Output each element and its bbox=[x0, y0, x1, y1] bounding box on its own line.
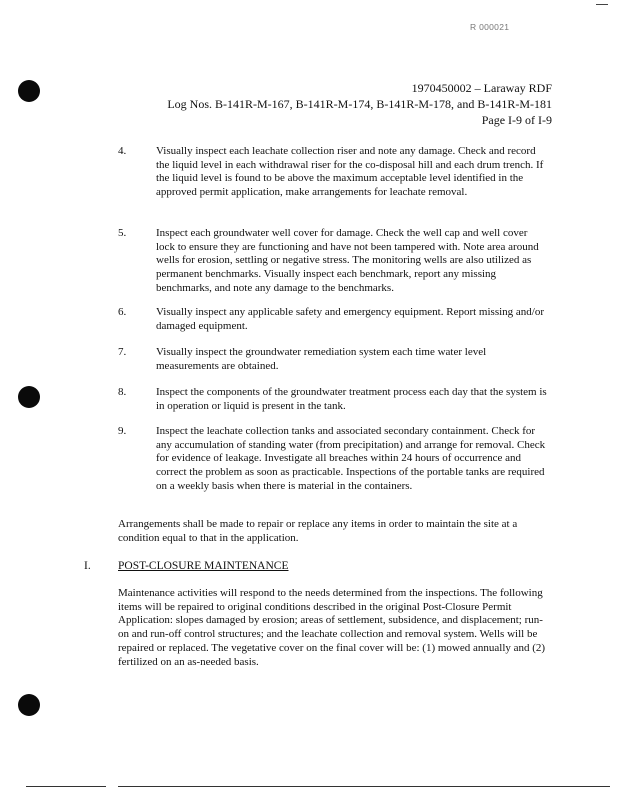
list-item bbox=[118, 425, 548, 494]
closing-paragraph: Arrangements shall be made to repair or replace any items in order to maintain the site at a condition equal to that in the application. bbox=[118, 518, 518, 544]
header-log-numbers: Log Nos. B-141R-M-167, B-141R-M-174, B-141R-M-178, and B-141R-M-181 bbox=[167, 97, 552, 111]
list-item bbox=[118, 306, 548, 333]
footer-rule-right bbox=[118, 786, 610, 787]
item-text: Inspect the components of the groundwater treatment process each day that the system is in operation or liquid is present in the tank. bbox=[156, 386, 547, 412]
item-text: Inspect each groundwater well cover for damage. Check the well cap and well cover lock to ensure they are functioning and have not been tampered with. Note area around wells for erosion, settling or negative stress. The monitoring wells are also utilized as permanent benchmarks. Visually inspect each benchmark, report any missing benchmarks, and note any damage to the benchmarks. bbox=[156, 227, 539, 294]
section-body: Maintenance activities will respond to the needs determined from the inspections. The following items will be repaired to original conditions described in the original Post-Closure Permit Application: slopes damaged by erosion; areas of settlement, subsidence, and displacement; run-on and run-off control structures; and the leachate collection and removal system. Wells will be repaired or replaced. The vegetative cover on the final cover will be: (1) mowed annually and (2) fertilized on an as-needed basis. bbox=[118, 587, 546, 668]
punch-hole-bottom bbox=[18, 694, 40, 716]
footer-rule-left bbox=[26, 786, 106, 787]
item-text: Visually inspect any applicable safety and emergency equipment. Report missing and/or damaged equipment. bbox=[156, 306, 545, 332]
punch-hole-top bbox=[18, 80, 40, 102]
bates-stamp: R 000021 bbox=[470, 22, 510, 32]
item-text: Inspect the leachate collection tanks and associated secondary containment. Check for any accumulation of standing water (from precipitation) and arrange for removal. Check for evidence of leakage. Investigate all breaches within 24 hours of occurrence and correct the problem as soon as practicable. Inspections of the portable tanks are required on a weekly basis when there is material in the containers. bbox=[156, 425, 546, 492]
item-text: Visually inspect each leachate collection riser and note any damage. Check and record the liquid level in each withdrawal riser for the co-disposal hill and each drum trench. If the liquid level is found to be above the maximum acceptable level identified in the approved permit application, make arrangements for leachate removal. bbox=[156, 145, 544, 199]
section-title: POST-CLOSURE MAINTENANCE bbox=[118, 560, 289, 572]
item-text: Visually inspect the groundwater remediation system each time water level measurements are obtained. bbox=[156, 346, 487, 372]
header-page-number: Page I-9 of I-9 bbox=[481, 113, 552, 127]
document-header bbox=[167, 80, 552, 128]
item-number: 9. bbox=[118, 425, 127, 437]
item-number: 7. bbox=[118, 346, 127, 358]
punch-hole-middle bbox=[18, 386, 40, 408]
list-item bbox=[118, 386, 548, 413]
item-number: 5. bbox=[118, 227, 127, 239]
list-item bbox=[118, 227, 548, 296]
header-site-id: 1970450002 – Laraway RDF bbox=[411, 81, 552, 95]
item-number: 6. bbox=[118, 306, 127, 318]
list-item bbox=[118, 145, 548, 200]
section-letter: I. bbox=[84, 560, 91, 572]
item-number: 8. bbox=[118, 386, 127, 398]
corner-mark bbox=[596, 4, 608, 5]
item-number: 4. bbox=[118, 145, 127, 157]
list-item bbox=[118, 346, 548, 373]
